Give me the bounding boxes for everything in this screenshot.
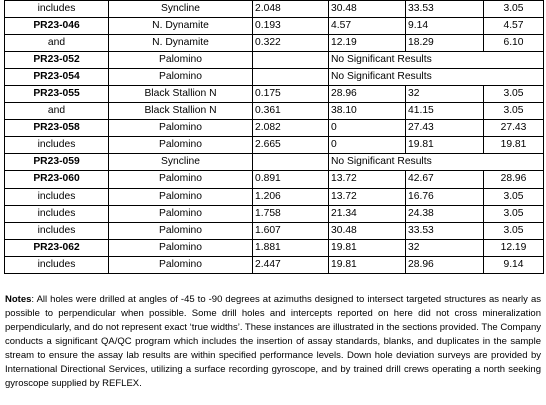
notes-label: Notes: [5, 294, 32, 305]
from-cell: 4.57: [329, 18, 406, 35]
length-cell: 12.19: [484, 239, 544, 256]
to-cell: 9.14: [406, 18, 484, 35]
table-row: [5, 86, 544, 103]
to-cell: 27.43: [406, 120, 484, 137]
hole-id-cell: includes: [5, 1, 109, 18]
from-cell: 12.19: [329, 35, 406, 52]
to-cell: 32: [406, 239, 484, 256]
from-cell: 19.81: [329, 256, 406, 273]
zone-cell: N. Dynamite: [109, 35, 253, 52]
to-cell: 42.67: [406, 171, 484, 188]
to-cell: 33.53: [406, 222, 484, 239]
from-cell: 13.72: [329, 188, 406, 205]
table-row: [5, 120, 544, 137]
from-cell: 19.81: [329, 239, 406, 256]
table-row: [5, 222, 544, 239]
empty-cell: [253, 52, 329, 69]
hole-id-cell: PR23-059: [5, 154, 109, 171]
zone-cell: Palomino: [109, 256, 253, 273]
value-cell: 0.175: [253, 86, 329, 103]
zone-cell: Syncline: [109, 1, 253, 18]
length-cell: 3.05: [484, 222, 544, 239]
table-row: [5, 188, 544, 205]
value-cell: 0.193: [253, 18, 329, 35]
from-cell: 30.48: [329, 1, 406, 18]
zone-cell: Syncline: [109, 154, 253, 171]
to-cell: 16.76: [406, 188, 484, 205]
length-cell: 4.57: [484, 18, 544, 35]
hole-id-cell: PR23-060: [5, 171, 109, 188]
value-cell: 2.048: [253, 1, 329, 18]
notes-paragraph: [5, 293, 541, 391]
hole-id-cell: includes: [5, 137, 109, 154]
length-cell: 9.14: [484, 256, 544, 273]
zone-cell: Palomino: [109, 222, 253, 239]
value-cell: 0.891: [253, 171, 329, 188]
zone-cell: Palomino: [109, 120, 253, 137]
table-row: [5, 35, 544, 52]
value-cell: 2.082: [253, 120, 329, 137]
value-cell: 1.758: [253, 205, 329, 222]
value-cell: 1.206: [253, 188, 329, 205]
to-cell: 41.15: [406, 103, 484, 120]
value-cell: 0.361: [253, 103, 329, 120]
notes-text: : All holes were drilled at angles of -45 to -90 degrees at azimuths designed to intersect targeted structures as nearly as possible to perpendicular when possible. Some drill holes and intercepts reported on here did not cross mineralization perpendicularly, and do not represent exact ‘true widths’. These instances are illustrated in the sections provided. The Company conducts a significant QA/QC program which includes the insertion of assay standards, blanks, and duplicates in the sample stream to ensure the assay lab results are within specified performance levels. Down hole deviation surveys are provided by International Directional Services, utilizing a surface recording gyroscope, and by trained drill crews operating a north seeking gyroscope supplied by REFLEX.: [5, 294, 541, 389]
zone-cell: Palomino: [109, 69, 253, 86]
length-cell: 3.05: [484, 188, 544, 205]
hole-id-cell: PR23-052: [5, 52, 109, 69]
to-cell: 33.53: [406, 1, 484, 18]
zone-cell: Black Stallion N: [109, 103, 253, 120]
to-cell: 28.96: [406, 256, 484, 273]
to-cell: 24.38: [406, 205, 484, 222]
from-cell: 0: [329, 137, 406, 154]
length-cell: 28.96: [484, 171, 544, 188]
empty-cell: [253, 154, 329, 171]
zone-cell: Palomino: [109, 188, 253, 205]
hole-id-cell: includes: [5, 256, 109, 273]
zone-cell: Palomino: [109, 205, 253, 222]
drill-results-table: [4, 0, 544, 274]
zone-cell: N. Dynamite: [109, 18, 253, 35]
length-cell: 3.05: [484, 205, 544, 222]
zone-cell: Palomino: [109, 171, 253, 188]
no-results-cell: No Significant Results: [329, 52, 544, 69]
zone-cell: Palomino: [109, 137, 253, 154]
length-cell: 6.10: [484, 35, 544, 52]
table-row: [5, 171, 544, 188]
length-cell: 3.05: [484, 86, 544, 103]
empty-cell: [253, 69, 329, 86]
table-row: [5, 1, 544, 18]
hole-id-cell: includes: [5, 205, 109, 222]
value-cell: 1.881: [253, 239, 329, 256]
table-row: [5, 256, 544, 273]
table-row: [5, 52, 544, 69]
table-body: [5, 1, 544, 274]
hole-id-cell: PR23-046: [5, 18, 109, 35]
hole-id-cell: and: [5, 35, 109, 52]
to-cell: 19.81: [406, 137, 484, 154]
hole-id-cell: and: [5, 103, 109, 120]
length-cell: 3.05: [484, 1, 544, 18]
no-results-cell: No Significant Results: [329, 69, 544, 86]
to-cell: 18.29: [406, 35, 484, 52]
no-results-cell: No Significant Results: [329, 154, 544, 171]
zone-cell: Palomino: [109, 52, 253, 69]
hole-id-cell: PR23-062: [5, 239, 109, 256]
table-row: [5, 239, 544, 256]
value-cell: 2.447: [253, 256, 329, 273]
from-cell: 21.34: [329, 205, 406, 222]
table-row: [5, 205, 544, 222]
hole-id-cell: PR23-055: [5, 86, 109, 103]
table-row: [5, 137, 544, 154]
table-row: [5, 103, 544, 120]
zone-cell: Palomino: [109, 239, 253, 256]
hole-id-cell: includes: [5, 222, 109, 239]
value-cell: 1.607: [253, 222, 329, 239]
value-cell: 2.665: [253, 137, 329, 154]
length-cell: 27.43: [484, 120, 544, 137]
from-cell: 38.10: [329, 103, 406, 120]
from-cell: 28.96: [329, 86, 406, 103]
zone-cell: Black Stallion N: [109, 86, 253, 103]
from-cell: 30.48: [329, 222, 406, 239]
hole-id-cell: includes: [5, 188, 109, 205]
hole-id-cell: PR23-054: [5, 69, 109, 86]
table-row: [5, 69, 544, 86]
length-cell: 3.05: [484, 103, 544, 120]
from-cell: 13.72: [329, 171, 406, 188]
to-cell: 32: [406, 86, 484, 103]
value-cell: 0.322: [253, 35, 329, 52]
table-row: [5, 154, 544, 171]
table-row: [5, 18, 544, 35]
from-cell: 0: [329, 120, 406, 137]
hole-id-cell: PR23-058: [5, 120, 109, 137]
length-cell: 19.81: [484, 137, 544, 154]
